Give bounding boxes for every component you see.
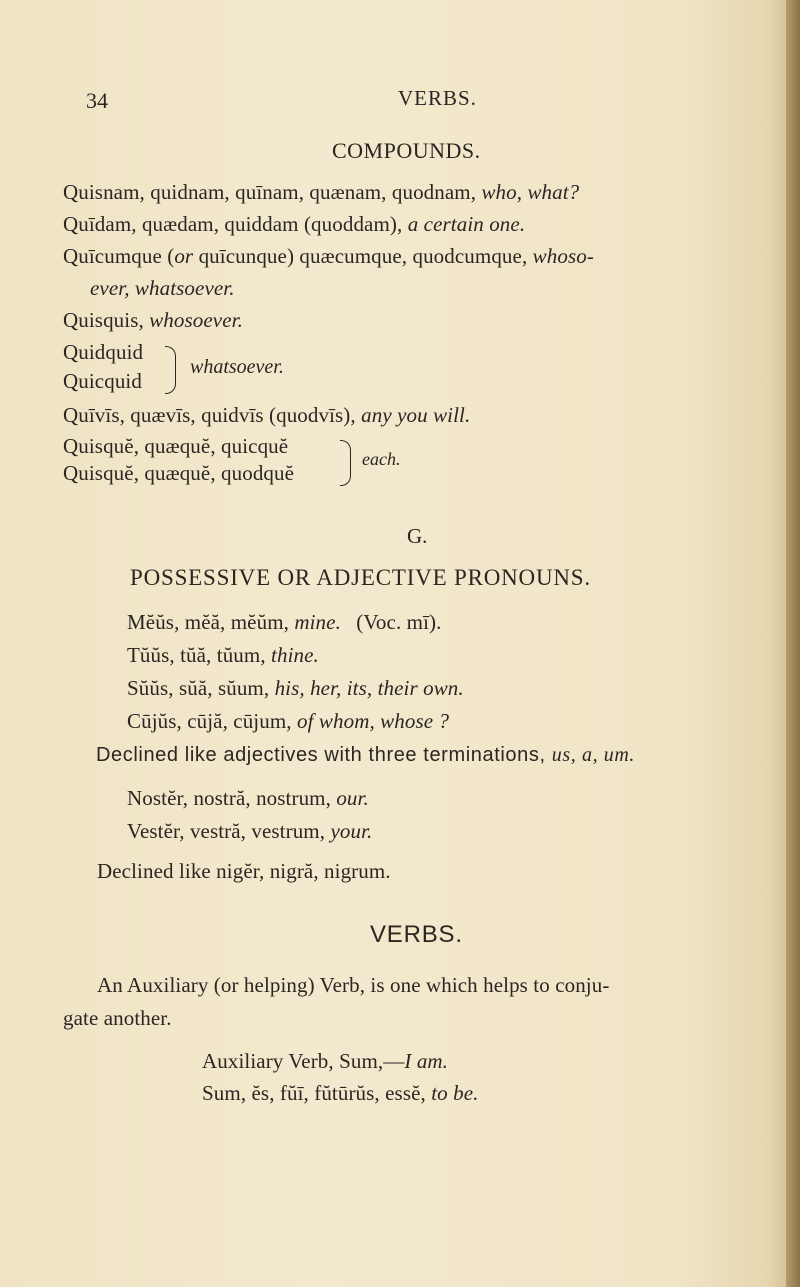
possessive-line-6 [127,819,372,844]
latin-text: Quīvīs, quævīs, quidvīs (quodvīs), [63,403,356,427]
endings-text: us, a, um. [551,744,636,766]
latin-text: Vestĕr, vestră, vestrum, [127,819,326,843]
brace-1 [165,346,176,394]
compounds-heading: COMPOUNDS. [332,138,481,163]
english-text: to be. [431,1081,479,1105]
section-letter: G. [407,524,428,548]
compound-line-8 [63,403,470,428]
brace1-bottom: Quicquid [63,369,142,393]
english-text: whosoever. [149,308,243,332]
english-text: of whom, whose ? [297,709,450,733]
declined-text: Declined like adjectives with three terminations, [96,744,546,766]
brace1-english: whatsoever. [190,356,284,378]
english-text: who, what? [481,180,580,204]
latin-text: Quīcumque ( [63,244,175,268]
english-text: any you will. [361,403,471,427]
english-text: whoso- [532,244,594,268]
compound-line-5 [63,308,243,333]
or-text: or [174,244,194,268]
brace2-top: Quisquĕ, quæquĕ, quicquĕ [63,434,289,458]
brace2-english: each. [362,449,401,469]
latin-text: quīcunque) quæcumque, quodcumque, [198,244,528,268]
brace1-top: Quidquid [63,340,144,364]
english-text: our. [336,786,369,810]
english-text: thine. [271,643,319,667]
verbs-heading: VERBS. [370,921,463,948]
page-edge [786,0,800,1287]
possessive-line-5 [127,786,369,811]
latin-text: Cūjŭs, cūjă, cūjum, [127,709,292,733]
latin-text: Sŭŭs, sŭă, sŭum, [127,676,270,700]
compound-line-4: ever, whatsoever. [90,276,235,300]
vocative-text: (Voc. mī). [356,610,442,634]
compound-line-2 [63,212,525,237]
english-text: a certain one. [407,212,526,236]
possessive-line-4 [127,709,449,734]
possessive-line-3 [127,676,464,701]
latin-text: Auxiliary Verb, Sum,— [202,1049,405,1073]
latin-text: Sum, ĕs, fŭī, fŭtūrŭs, essĕ, [202,1081,426,1105]
latin-text: Quisnam, quidnam, quīnam, quænam, quodnam, [63,180,477,204]
auxiliary-line [202,1049,448,1074]
declined-line-2: Declined like nigĕr, nigră, nigrum. [97,859,391,883]
english-text: his, her, its, their own. [274,676,464,700]
verbs-paragraph-line-1: An Auxiliary (or helping) Verb, is one which helps to conju- [97,973,610,997]
latin-text: Mĕŭs, mĕă, mĕŭm, [127,610,289,634]
brace-2 [340,440,351,486]
possessive-line-1 [127,610,441,635]
compound-line-3 [63,244,594,269]
brace2-bottom: Quisquĕ, quæquĕ, quodquĕ [63,461,295,485]
possessive-heading: POSSESSIVE OR ADJECTIVE PRONOUNS. [130,565,591,590]
sum-line [202,1081,479,1106]
compound-line-1 [63,180,579,205]
declined-line-1 [96,744,635,767]
english-text: your. [330,819,373,843]
english-text: I am. [404,1049,449,1073]
possessive-line-2 [127,643,319,668]
latin-text: Tŭŭs, tŭă, tŭum, [127,643,266,667]
page-number: 34 [86,88,108,113]
latin-text: Quīdam, quædam, quiddam (quoddam), [63,212,403,236]
running-title: VERBS. [398,86,477,110]
english-text: mine. [294,610,341,634]
verbs-paragraph-line-2: gate another. [63,1006,172,1030]
latin-text: Quisquis, [63,308,144,332]
latin-text: Nostĕr, nostră, nostrum, [127,786,331,810]
